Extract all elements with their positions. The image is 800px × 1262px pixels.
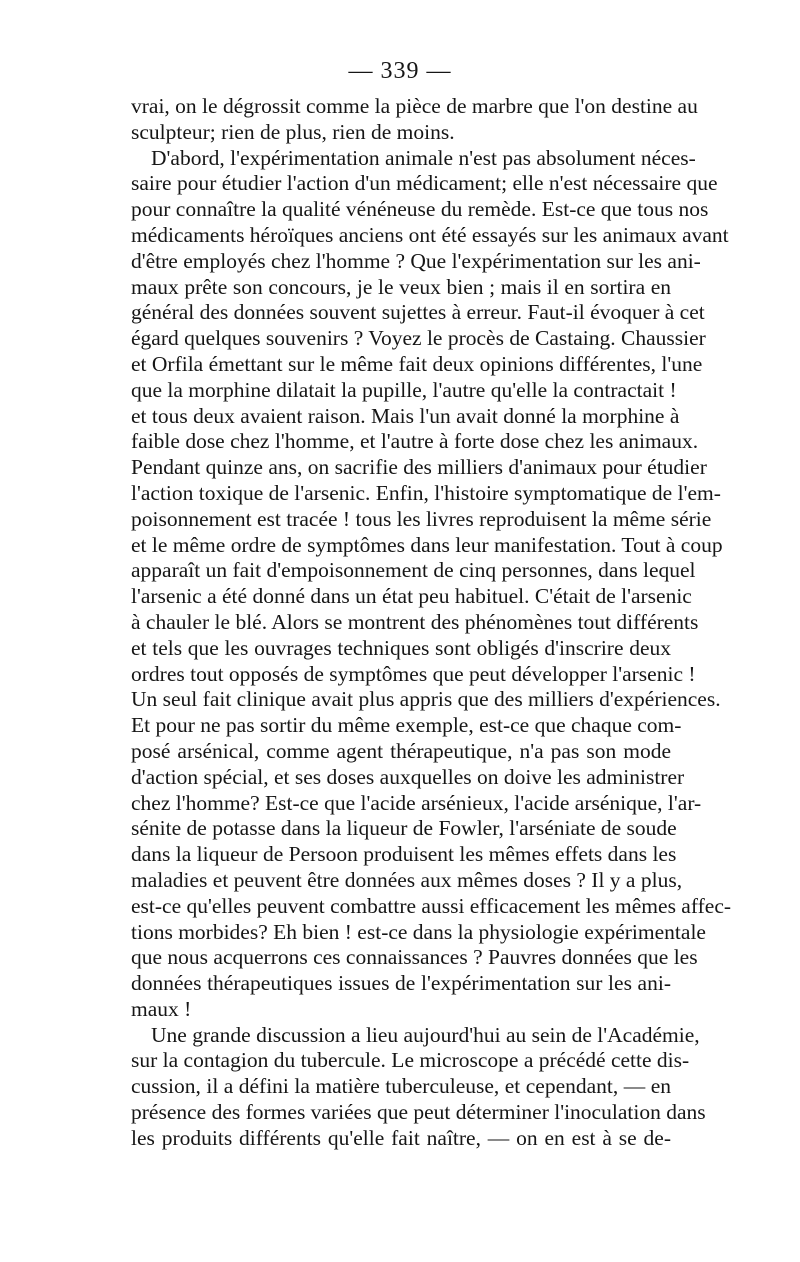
text-line: l'arsenic a été donné dans un état peu habituel. C'était de l'arsenic: [131, 584, 692, 609]
text-line: dans la liqueur de Persoon produisent les mêmes effets dans les: [131, 842, 677, 867]
text-line: ordres tout opposés de symptômes que peut développer l'arsenic !: [131, 661, 696, 686]
text-line: sur la contagion du tubercule. Le microscope a précédé cette dis-: [131, 1048, 690, 1073]
text-line: D'abord, l'expérimentation animale n'est pas absolument néces-: [151, 145, 696, 170]
text-line: que nous acquerrons ces connaissances ? Pauvres données que les: [131, 945, 698, 970]
text-line: d'être employés chez l'homme ? Que l'expérimentation sur les ani-: [131, 248, 701, 273]
page-number: — 339 —: [348, 58, 452, 84]
text-line: médicaments héroïques anciens ont été essayés sur les animaux avant: [131, 222, 729, 247]
text-line: données thérapeutiques issues de l'expérimentation sur les ani-: [131, 971, 671, 996]
text-line: égard quelques souvenirs ? Voyez le procès de Castaing. Chaussier: [131, 326, 706, 351]
text-line: maladies et peuvent être données aux mêmes doses ? Il y a plus,: [131, 867, 683, 892]
text-line: général des données souvent sujettes à erreur. Faut-il évoquer à cet: [131, 300, 705, 325]
text-line: Un seul fait clinique avait plus appris que des milliers d'expériences.: [131, 687, 721, 712]
text-line: apparaît un fait d'empoisonnement de cinq personnes, dans lequel: [131, 558, 696, 583]
text-line: et tous deux avaient raison. Mais l'un avait donné la morphine à: [131, 403, 680, 428]
text-line: est-ce qu'elles peuvent combattre aussi efficacement les mêmes affec-: [131, 893, 732, 918]
text-line: à chauler le blé. Alors se montrent des phénomènes tout différents: [131, 609, 699, 634]
body-text: [131, 94, 732, 1152]
text-line: pour connaître la qualité vénéneuse du remède. Est-ce que tous nos: [131, 197, 709, 222]
text-line: et Orfila émettant sur le même fait deux opinions différentes, l'une: [131, 351, 703, 376]
text-line: sculpteur; rien de plus, rien de moins.: [131, 119, 455, 144]
text-line: cussion, il a défini la matière tuberculeuse, et cependant, — en: [131, 1074, 671, 1099]
text-line: que la morphine dilatait la pupille, l'autre qu'elle la contractait !: [131, 377, 677, 402]
text-line: posé arsénical, comme agent thérapeutique, n'a pas son mode: [131, 738, 671, 763]
text-line: et tels que les ouvrages techniques sont obligés d'inscrire deux: [131, 635, 671, 660]
text-line: maux prête son concours, je le veux bien ; mais il en sortira en: [131, 274, 671, 299]
text-line: saire pour étudier l'action d'un médicament; elle n'est nécessaire que: [131, 171, 718, 196]
text-line: présence des formes variées que peut déterminer l'inoculation dans: [131, 1100, 706, 1125]
text-line: l'action toxique de l'arsenic. Enfin, l'histoire symptomatique de l'em-: [131, 480, 721, 505]
text-line: et le même ordre de symptômes dans leur manifestation. Tout à coup: [131, 532, 723, 557]
text-line: tions morbides? Eh bien ! est-ce dans la physiologie expérimentale: [131, 919, 706, 944]
text-line: maux !: [131, 996, 192, 1021]
text-line: les produits différents qu'elle fait naître, — on en est à se de-: [131, 1125, 671, 1150]
text-line: d'action spécial, et ses doses auxquelles on doive les administrer: [131, 764, 685, 789]
text-line: vrai, on le dégrossit comme la pièce de marbre que l'on destine au: [131, 94, 698, 118]
text-line: Et pour ne pas sortir du même exemple, est-ce que chaque com-: [131, 713, 682, 738]
text-line: sénite de potasse dans la liqueur de Fowler, l'arséniate de soude: [131, 816, 677, 841]
text-line: poisonnement est tracée ! tous les livres reproduisent la même série: [131, 506, 712, 531]
text-line: chez l'homme? Est-ce que l'acide arsénieux, l'acide arsénique, l'ar-: [131, 790, 702, 815]
text-line: Pendant quinze ans, on sacrifie des milliers d'animaux pour étudier: [131, 455, 707, 480]
text-line: faible dose chez l'homme, et l'autre à forte dose chez les animaux.: [131, 429, 699, 454]
text-line: Une grande discussion a lieu aujourd'hui au sein de l'Académie,: [151, 1022, 700, 1047]
